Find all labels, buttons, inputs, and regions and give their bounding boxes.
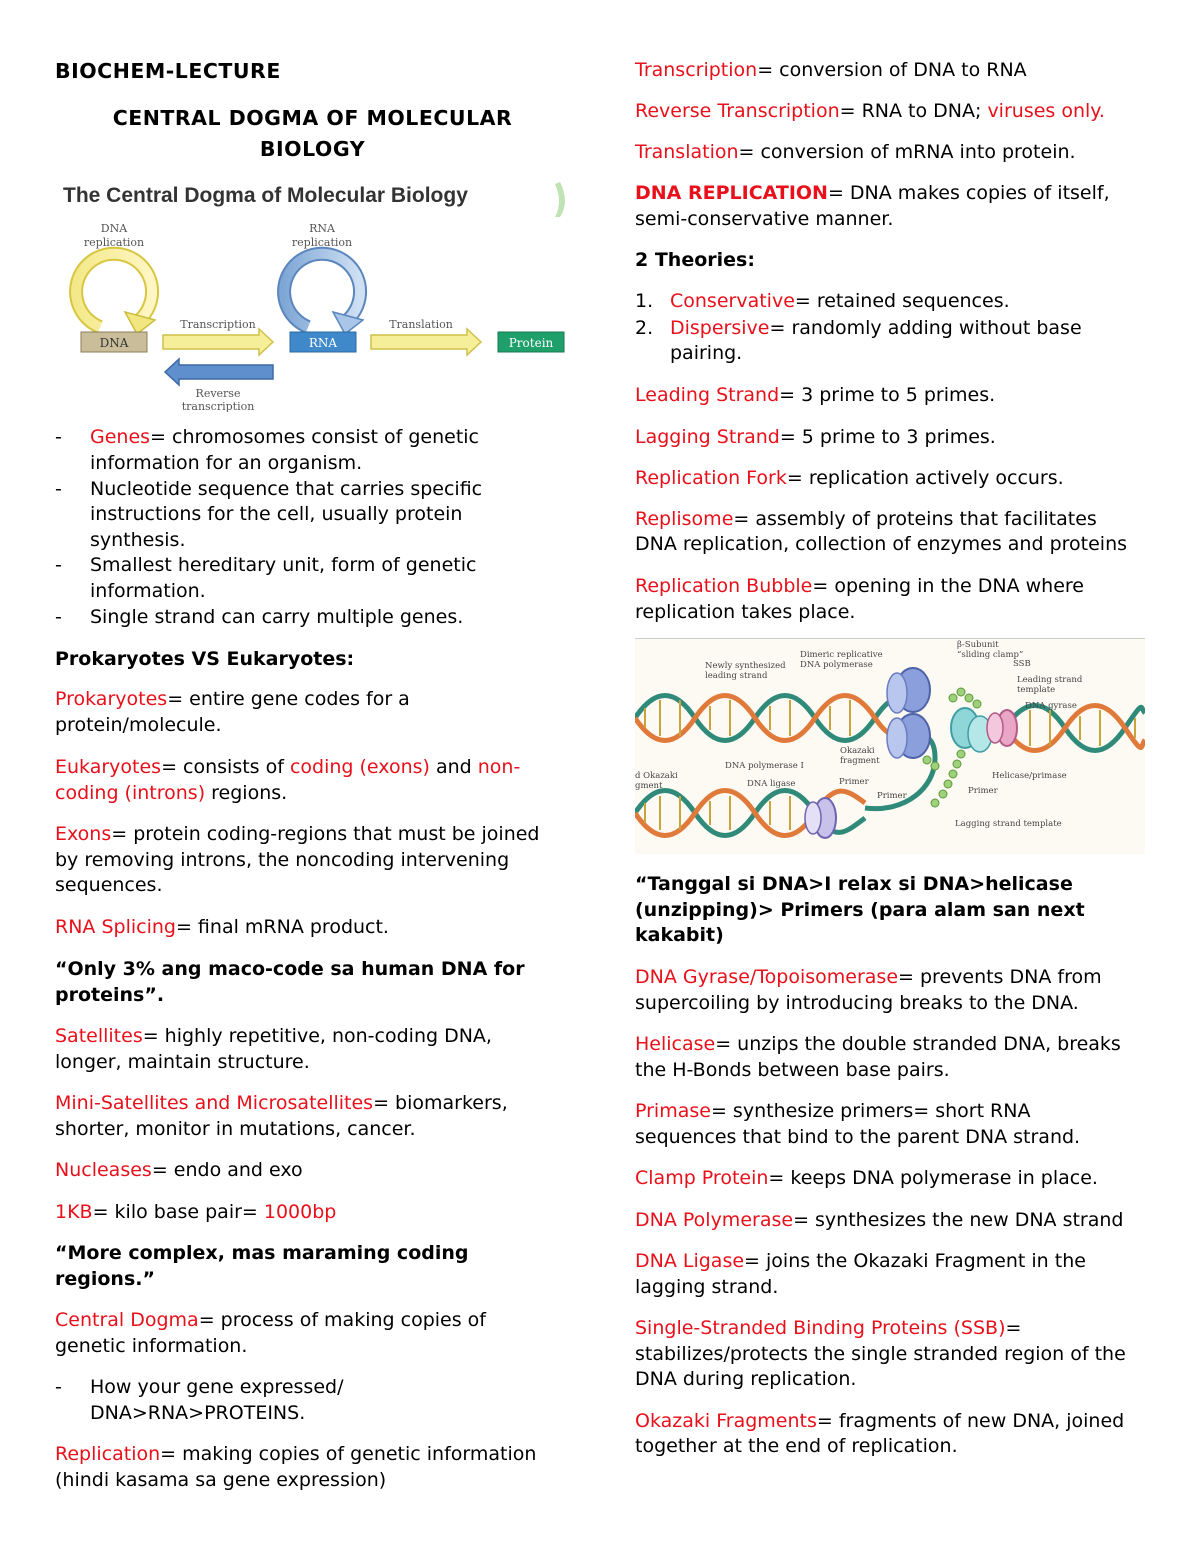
- dna-replication-line2: semi-conservative manner.: [635, 208, 894, 230]
- lagging-strand-line: Lagging Strand= 5 prime to 3 primes.: [635, 426, 996, 448]
- eukaryotes-line1: Eukaryotes= consists of coding (exons) and non-: [55, 756, 521, 778]
- transcription-line: Transcription= conversion of DNA to RNA: [635, 59, 1027, 81]
- quote1-line2: proteins”.: [55, 984, 165, 1006]
- mnemonic-line1: “Tanggal si DNA>I relax si DNA>helicase: [635, 873, 1073, 895]
- reverse-label-1: Reverse: [195, 387, 241, 400]
- dna-box-label: DNA: [99, 336, 129, 350]
- quote1-line1: “Only 3% ang maco-code sa human DNA for: [55, 958, 525, 980]
- label-lagging-template: Lagging strand template: [955, 819, 1062, 829]
- bullet-dash: -: [55, 1376, 62, 1398]
- nucleotide-line1: Nucleotide sequence that carries specific: [90, 478, 483, 500]
- label-newly-1: Newly synthesized: [705, 661, 786, 671]
- gene-expressed-line2: DNA>RNA>PROTEINS.: [90, 1402, 306, 1424]
- theory2-line2: pairing.: [670, 342, 743, 364]
- replication-line1: Replication= making copies of genetic information: [55, 1443, 537, 1465]
- gene-expressed-line1: How your gene expressed/: [90, 1376, 344, 1398]
- dna-replication-label-2: replication: [83, 236, 145, 249]
- primase-line2: sequences that bind to the parent DNA strand.: [635, 1126, 1081, 1148]
- rna-box-label: RNA: [308, 336, 338, 350]
- rna-replication-label-2: replication: [291, 236, 353, 249]
- dna-replication-line1: DNA REPLICATION= DNA makes copies of itself,: [635, 182, 1110, 204]
- genes-line1: Genes= chromosomes consist of genetic: [90, 426, 479, 448]
- gyrase-line1: DNA Gyrase/Topoisomerase= prevents DNA from: [635, 966, 1102, 988]
- label-primer-1: Primer: [839, 777, 869, 787]
- dna-replication-label-1: DNA: [100, 222, 128, 235]
- ligase-line1: DNA Ligase= joins the Okazaki Fragment in the: [635, 1250, 1086, 1272]
- exons-line2: by removing introns, the noncoding intervening: [55, 849, 510, 871]
- okazaki-line1: Okazaki Fragments= fragments of new DNA, joined: [635, 1410, 1125, 1432]
- central-dogma-diagram: [55, 172, 570, 412]
- quote2-line2: regions.”: [55, 1268, 155, 1290]
- reverse-transcription-arrow-icon: [165, 359, 273, 385]
- bullet-dash: -: [55, 606, 62, 628]
- mini-satellites-line1: Mini-Satellites and Microsatellites= biomarkers,: [55, 1092, 508, 1114]
- mini-satellites-line2: shorter, monitor in mutations, cancer.: [55, 1118, 416, 1140]
- label-d-okazaki-2: gment: [635, 781, 663, 791]
- clamp-line: Clamp Protein= keeps DNA polymerase in place.: [635, 1167, 1098, 1189]
- label-beta-1: β-Subunit: [957, 640, 999, 650]
- label-dimeric-1: Dimeric replicative: [800, 650, 883, 660]
- label-gyrase: DNA gyrase: [1025, 701, 1077, 711]
- genes-line2: information for an organism.: [90, 452, 363, 474]
- prokaryotes-line1: Prokaryotes= entire gene codes for a: [55, 688, 410, 710]
- reverse-label-2: transcription: [181, 400, 255, 412]
- translation-arrow-icon: [371, 329, 481, 355]
- translation-line: Translation= conversion of mRNA into protein.: [635, 141, 1076, 163]
- nucleotide-line3: synthesis.: [90, 529, 186, 551]
- theory1-line: Conservative= retained sequences.: [670, 290, 1010, 312]
- gyrase-line2: supercoiling by introducing breaks to the DNA.: [635, 992, 1079, 1014]
- nucleotide-line2: instructions for the cell, usually protein: [90, 503, 463, 525]
- satellites-line2: longer, maintain structure.: [55, 1051, 310, 1073]
- label-ligase: DNA ligase: [747, 779, 796, 789]
- label-primer-2: Primer: [877, 791, 907, 801]
- exons-line3: sequences.: [55, 874, 163, 896]
- hereditary-line1: Smallest hereditary unit, form of genetic: [90, 554, 477, 576]
- prokaryotes-line2: protein/molecule.: [55, 714, 222, 736]
- transcription-arrow-icon: [163, 329, 273, 355]
- replisome-line2: DNA replication, collection of enzymes and proteins: [635, 533, 1128, 555]
- single-strand-line: Single strand can carry multiple genes.: [90, 606, 464, 628]
- central-dogma-line2: genetic information.: [55, 1335, 248, 1357]
- mnemonic-line3: kakabit): [635, 924, 724, 946]
- rna-replication-label-1: RNA: [309, 222, 335, 235]
- satellites-line1: Satellites= highly repetitive, non-coding DNA,: [55, 1025, 492, 1047]
- central-dogma-line1: Central Dogma= process of making copies of: [55, 1309, 486, 1331]
- transcription-label: Transcription: [180, 318, 256, 331]
- theory2-line1: Dispersive= randomly adding without base: [670, 317, 1082, 339]
- ssb-line1: Single-Stranded Binding Proteins (SSB)=: [635, 1317, 1022, 1339]
- pro-euk-heading: Prokaryotes VS Eukaryotes:: [55, 648, 355, 670]
- kilobase-line: 1KB= kilo base pair= 1000bp: [55, 1201, 337, 1223]
- helicase-line2: the H-Bonds between base pairs.: [635, 1059, 950, 1081]
- ligase-line2: lagging strand.: [635, 1276, 779, 1298]
- replication-bubble-line1: Replication Bubble= opening in the DNA where: [635, 575, 1084, 597]
- translation-label: Translation: [389, 318, 453, 331]
- label-lst-2: template: [1017, 685, 1056, 695]
- bullet-dash: -: [55, 554, 62, 576]
- label-okazaki-2: fragment: [840, 756, 880, 766]
- eukaryotes-line2: coding (introns) regions.: [55, 782, 288, 804]
- primase-line1: Primase= synthesize primers= short RNA: [635, 1100, 1031, 1122]
- ssb-line2: stabilizes/protects the single stranded region of the: [635, 1343, 1126, 1365]
- label-dimeric-2: DNA polymerase: [800, 660, 873, 670]
- label-ssb: SSB: [1013, 659, 1031, 669]
- okazaki-line2: together at the end of replication.: [635, 1435, 958, 1457]
- label-lst-1: Leading strand: [1017, 675, 1083, 685]
- ssb-line3: DNA during replication.: [635, 1368, 857, 1390]
- label-okazaki-1: Okazaki: [840, 746, 875, 756]
- exons-line1: Exons= protein coding-regions that must be joined: [55, 823, 540, 845]
- replication-line2: (hindi kasama sa gene expression): [55, 1469, 387, 1491]
- replication-bubble-line2: replication takes place.: [635, 601, 856, 623]
- course-title: BIOCHEM-LECTURE: [55, 59, 281, 83]
- hereditary-line2: information.: [90, 580, 206, 602]
- rna-splicing-line: RNA Splicing= final mRNA product.: [55, 916, 389, 938]
- replication-fork-diagram: [635, 638, 1145, 854]
- replication-fork-line: Replication Fork= replication actively occurs.: [635, 467, 1064, 489]
- topic-title-line1: CENTRAL DOGMA OF MOLECULAR: [112, 106, 513, 130]
- bullet-dash: -: [55, 478, 62, 500]
- theories-heading: 2 Theories:: [635, 249, 755, 271]
- replisome-line1: Replisome= assembly of proteins that facilitates: [635, 508, 1097, 530]
- diagram-title: The Central Dogma of Molecular Biology: [63, 184, 468, 207]
- reverse-transcription-line: Reverse Transcription= RNA to DNA; viruses only.: [635, 100, 1105, 122]
- label-beta-2: “sliding clamp”: [957, 650, 1024, 660]
- bullet-dash: -: [55, 426, 62, 448]
- helicase-line1: Helicase= unzips the double stranded DNA, breaks: [635, 1033, 1121, 1055]
- nucleases-line: Nucleases= endo and exo: [55, 1159, 303, 1181]
- label-pol1: DNA polymerase I: [725, 761, 804, 771]
- label-d-okazaki-1: d Okazaki: [635, 771, 678, 781]
- theory2-number: 2.: [635, 317, 654, 339]
- mnemonic-line2: (unzipping)> Primers (para alam san next: [635, 899, 1085, 921]
- quote2-line1: “More complex, mas maraming coding: [55, 1242, 469, 1264]
- topic-title-line2: BIOLOGY: [259, 137, 366, 161]
- label-primer-3: Primer: [968, 786, 998, 796]
- leading-strand-line: Leading Strand= 3 prime to 5 primes.: [635, 384, 996, 406]
- decoration-leaf-icon: [555, 182, 565, 217]
- theory1-number: 1.: [635, 290, 654, 312]
- polymerase-line: DNA Polymerase= synthesizes the new DNA strand: [635, 1209, 1124, 1231]
- protein-box-label: Protein: [508, 336, 554, 350]
- label-newly-2: leading strand: [705, 671, 768, 681]
- label-helicase-primase: Helicase/primase: [992, 771, 1067, 781]
